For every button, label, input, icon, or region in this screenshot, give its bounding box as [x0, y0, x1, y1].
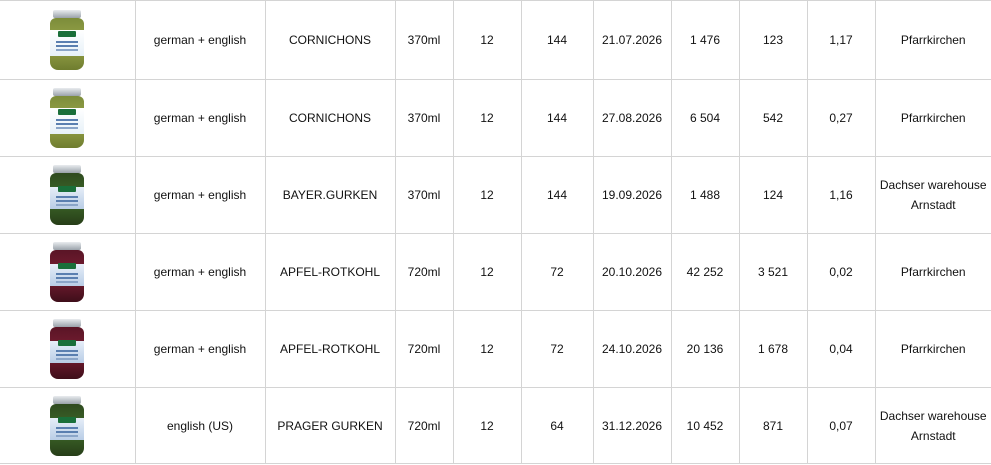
cartons-cell: 871	[739, 388, 807, 464]
product-name-cell: APFEL-ROTKOHL	[265, 234, 395, 311]
cornichons-jar-icon	[50, 10, 84, 70]
product-name-cell: PRAGER GURKEN	[265, 388, 395, 464]
language-cell: german + english	[135, 311, 265, 388]
product-image-cell	[0, 1, 135, 80]
best-before-cell: 21.07.2026	[593, 1, 671, 80]
cartons-cell: 124	[739, 157, 807, 234]
cartons-cell: 542	[739, 80, 807, 157]
volume-cell: 720ml	[395, 234, 453, 311]
volume-cell: 370ml	[395, 1, 453, 80]
price-cell: 0,02	[807, 234, 875, 311]
product-table-body	[0, 1, 991, 464]
cartons-cell: 123	[739, 1, 807, 80]
product-image-cell	[0, 388, 135, 464]
product-name-cell: BAYER.GURKEN	[265, 157, 395, 234]
location-cell: Pfarrkirchen	[875, 311, 991, 388]
best-before-cell: 31.12.2026	[593, 388, 671, 464]
cartons-cell: 1 678	[739, 311, 807, 388]
price-cell: 1,17	[807, 1, 875, 80]
pack-size-cell: 12	[453, 388, 521, 464]
volume-cell: 720ml	[395, 388, 453, 464]
location-cell: Pfarrkirchen	[875, 234, 991, 311]
cornichons-jar-icon	[50, 88, 84, 148]
per-pallet-cell: 144	[521, 80, 593, 157]
red-cabbage-jar-icon	[50, 242, 84, 302]
quantity-cell: 10 452	[671, 388, 739, 464]
language-cell: german + english	[135, 234, 265, 311]
pack-size-cell: 12	[453, 234, 521, 311]
pack-size-cell: 12	[453, 80, 521, 157]
per-pallet-cell: 144	[521, 1, 593, 80]
location-cell: Pfarrkirchen	[875, 1, 991, 80]
product-image-cell	[0, 234, 135, 311]
per-pallet-cell: 64	[521, 388, 593, 464]
product-image-cell	[0, 80, 135, 157]
table-row	[0, 1, 991, 80]
pack-size-cell: 12	[453, 311, 521, 388]
quantity-cell: 20 136	[671, 311, 739, 388]
price-cell: 1,16	[807, 157, 875, 234]
quantity-cell: 1 476	[671, 1, 739, 80]
quantity-cell: 6 504	[671, 80, 739, 157]
gherkins-jar-icon	[50, 396, 84, 456]
product-name-cell: APFEL-ROTKOHL	[265, 311, 395, 388]
best-before-cell: 20.10.2026	[593, 234, 671, 311]
table-row	[0, 234, 991, 311]
pack-size-cell: 12	[453, 157, 521, 234]
table-row	[0, 157, 991, 234]
product-name-cell: CORNICHONS	[265, 1, 395, 80]
price-cell: 0,04	[807, 311, 875, 388]
best-before-cell: 27.08.2026	[593, 80, 671, 157]
per-pallet-cell: 72	[521, 234, 593, 311]
gherkins-jar-icon	[50, 165, 84, 225]
per-pallet-cell: 144	[521, 157, 593, 234]
product-image-cell	[0, 157, 135, 234]
cartons-cell: 3 521	[739, 234, 807, 311]
best-before-cell: 19.09.2026	[593, 157, 671, 234]
per-pallet-cell: 72	[521, 311, 593, 388]
product-name-cell: CORNICHONS	[265, 80, 395, 157]
location-cell: Pfarrkirchen	[875, 80, 991, 157]
quantity-cell: 1 488	[671, 157, 739, 234]
price-cell: 0,27	[807, 80, 875, 157]
language-cell: english (US)	[135, 388, 265, 464]
table-row	[0, 311, 991, 388]
product-image-cell	[0, 311, 135, 388]
quantity-cell: 42 252	[671, 234, 739, 311]
language-cell: german + english	[135, 80, 265, 157]
volume-cell: 720ml	[395, 311, 453, 388]
location-cell: Dachser warehouse Arnstadt	[875, 388, 991, 464]
table-row	[0, 80, 991, 157]
best-before-cell: 24.10.2026	[593, 311, 671, 388]
pack-size-cell: 12	[453, 1, 521, 80]
language-cell: german + english	[135, 1, 265, 80]
volume-cell: 370ml	[395, 157, 453, 234]
price-cell: 0,07	[807, 388, 875, 464]
red-cabbage-jar-icon	[50, 319, 84, 379]
location-cell: Dachser warehouse Arnstadt	[875, 157, 991, 234]
table-row	[0, 388, 991, 464]
language-cell: german + english	[135, 157, 265, 234]
volume-cell: 370ml	[395, 80, 453, 157]
